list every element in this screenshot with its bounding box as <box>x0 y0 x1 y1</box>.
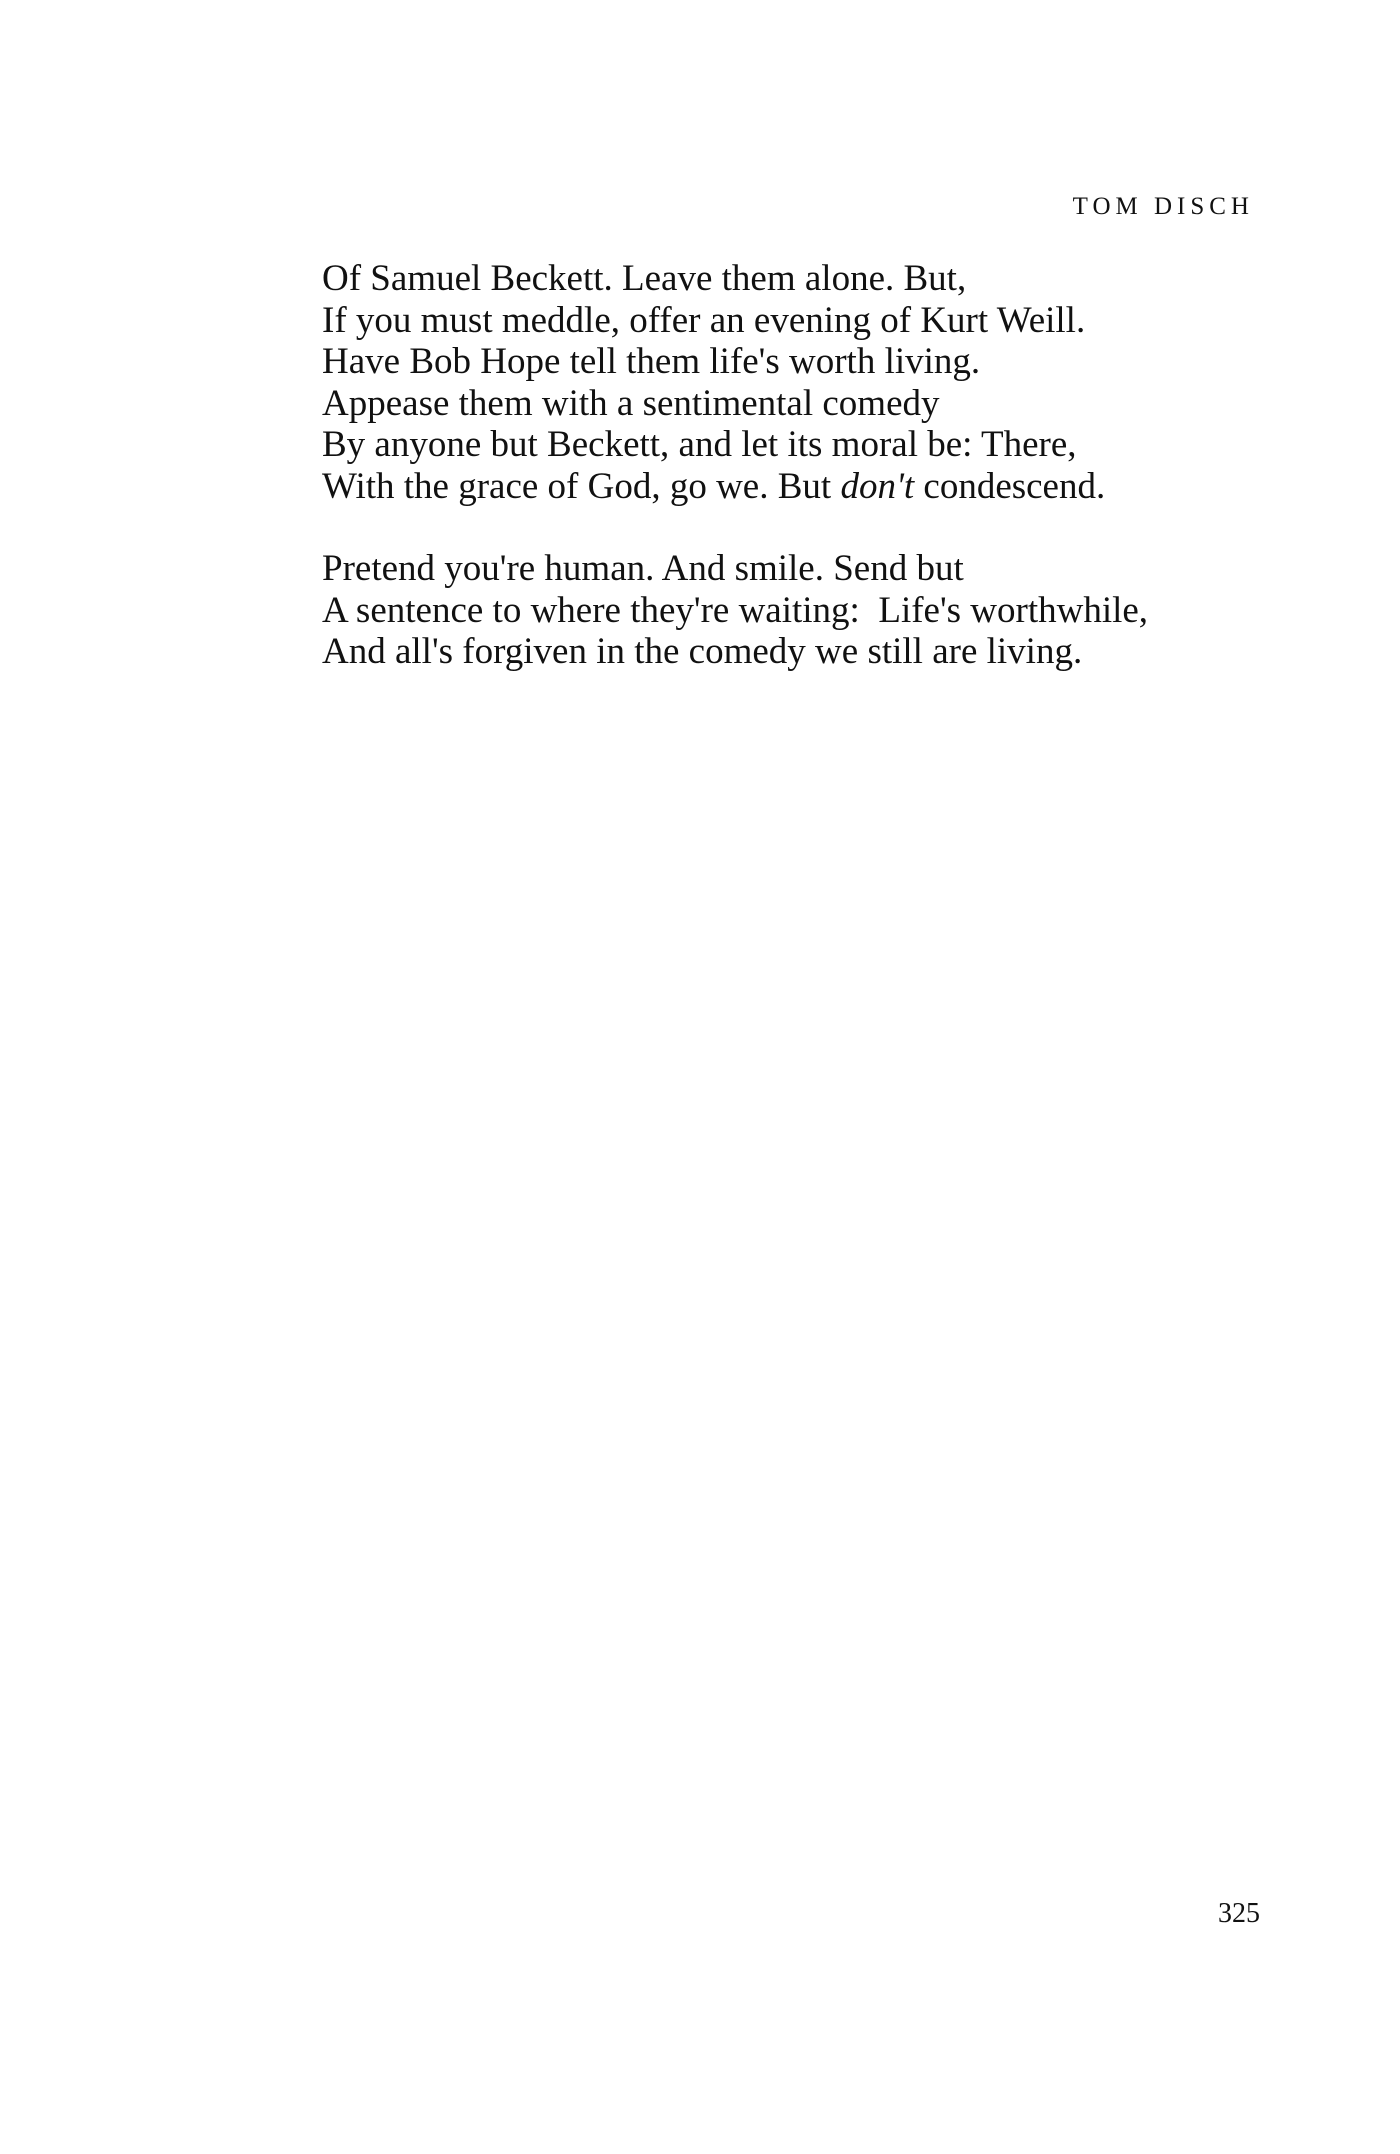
poem-line-text: With the grace of God, go we. But <box>322 465 832 507</box>
poem-line: Pretend you're human. And smile. Send but <box>322 548 964 589</box>
poem-body <box>322 258 1322 714</box>
poem-line: Appease them with a sentimental comedy <box>322 382 940 424</box>
italic-emphasis: don't <box>840 465 915 507</box>
stanza-2 <box>322 548 1322 673</box>
poem-line: If you must meddle, offer an evening of Kurt Weill. <box>322 299 1086 341</box>
poem-line: Of Samuel Beckett. Leave them alone. But, <box>322 258 967 299</box>
page-number: 325 <box>1218 1898 1260 1929</box>
poem-line-text: condescend. <box>923 465 1106 507</box>
poem-line <box>322 466 1322 508</box>
running-head: TOM DISCH <box>1072 193 1254 220</box>
poem-line: Have Bob Hope tell them life's worth living. <box>322 341 981 382</box>
poem-line: A sentence to where they're waiting: Life's worthwhile, <box>322 589 1149 631</box>
poem-line: And all's forgiven in the comedy we still are living. <box>322 631 1083 672</box>
poem-line: By anyone but Beckett, and let its moral be: There, <box>322 424 1077 465</box>
stanza-1 <box>322 258 1322 507</box>
